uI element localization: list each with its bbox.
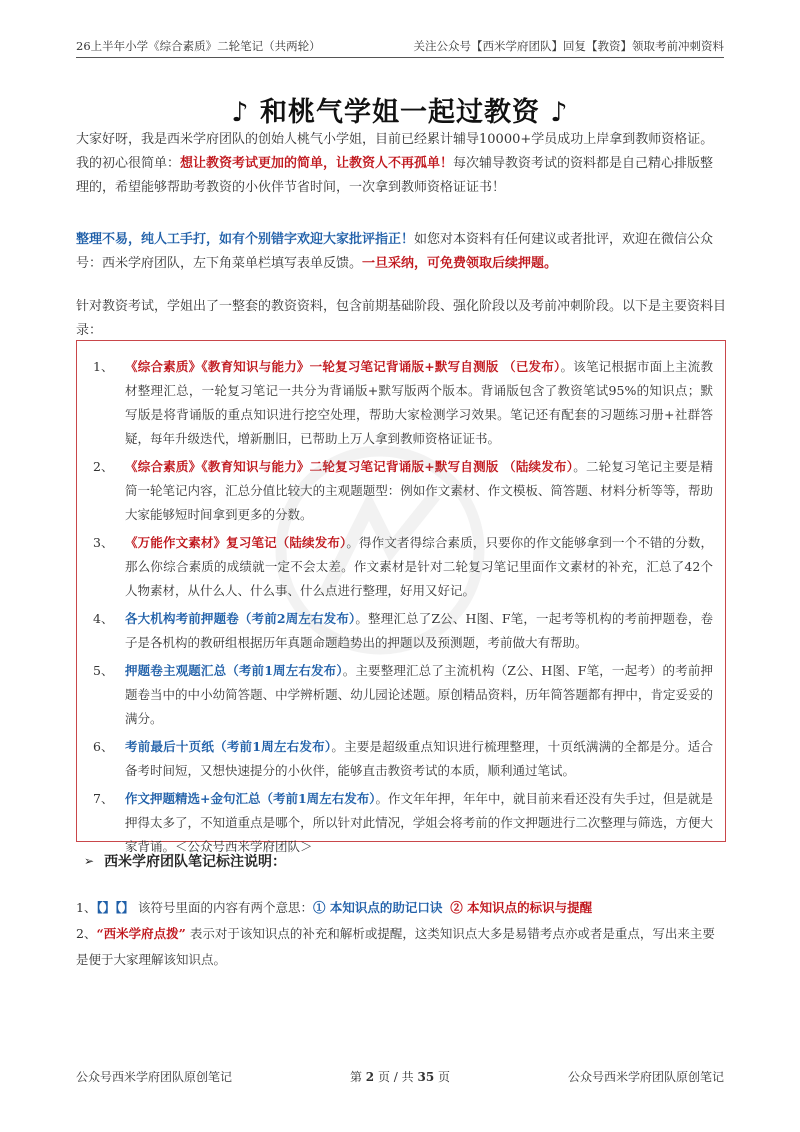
catalog-item-desc: 。二轮复习笔记主要是精简一轮笔记内容，汇总分值比较大的主观题题型：例如作文素材、作文模板、简答题、材料分析等等，帮助大家能够短时间拿到更多的分数。 bbox=[125, 459, 713, 522]
catalog-item bbox=[89, 355, 713, 451]
page-total: 35 bbox=[417, 1070, 435, 1084]
catalog-item-title: 作文押题精选+金句汇总（考前1周左右发布） bbox=[125, 791, 376, 806]
note-1 bbox=[76, 895, 726, 921]
catalog-item bbox=[89, 735, 713, 783]
catalog-item-text bbox=[125, 787, 713, 859]
catalog-item-text bbox=[125, 607, 713, 655]
catalog-item-title: 押题卷主观题汇总（考前1周左右发布） bbox=[125, 663, 343, 678]
header-left: 26上半年小学《综合素质》二轮笔记（共两轮） bbox=[76, 39, 321, 53]
catalog-item-desc: 。主要整理汇总了主流机构（Z公、H图、F笔，一起考）的考前押题卷当中的中小幼简答题、中学辨析题、幼儿园论述题。原创精品资料，历年简答题都有押中，肯定妥妥的满分。 bbox=[125, 663, 714, 726]
catalog-item-title: 《万能作文素材》复习笔记（陆续发布） bbox=[125, 535, 347, 550]
catalog-item-number: 5、 bbox=[93, 663, 114, 678]
footer-right: 公众号西米学府团队原创笔记 bbox=[567, 1070, 724, 1084]
catalog-item-text bbox=[125, 659, 713, 731]
page-mid: 页 / 共 bbox=[377, 1070, 414, 1084]
note-1-brackets: 【】【】 bbox=[96, 900, 134, 915]
note-1-option-2: ② 本知识点的标识与提醒 bbox=[450, 900, 593, 915]
section-heading-text: 西米学府团队笔记标注说明： bbox=[104, 854, 287, 870]
note-2-text: 表示对于该知识点的补充和解析或提醒，这类知识点大多是易错考点亦或者是重点，写出来主要是便于大家理解该知识点。 bbox=[76, 926, 715, 967]
note-1-option-1: ① 本知识点的助记口诀 bbox=[312, 900, 443, 915]
catalog-item-desc: 。整理汇总了Z公、H图、F笔，一起考等机构的考前押题卷，卷子是各机构的教研组根据历年真题命题趋势出的押题以及预测题，考前做大有帮助。 bbox=[125, 611, 714, 650]
catalog-item-number: 1、 bbox=[93, 359, 114, 374]
catalog-item-desc: 。作文年年押，年年中，就目前来看还没有失手过，但是就是押得太多了，不知道重点是哪个，所以针对此情况，学姐会将考前的作文押题进行二次整理与筛选，方便大家背诵。＜公众号西米学府团队＞ bbox=[125, 791, 713, 854]
catalog-item-number: 6、 bbox=[93, 739, 114, 754]
catalog-item-title: 考前最后十页纸（考前1周左右发布） bbox=[125, 739, 332, 754]
catalog-item-desc: 。主要是超级重点知识进行梳理整理，十页纸满满的全都是分。适合备考时间短，又想快速提分的小伙伴，能够直击教资考试的本质，顺利通过笔试。 bbox=[125, 739, 713, 778]
feedback-text: 如您对本资料有任何建议或者批评，欢迎在微信公众号：西米学府团队，左下角菜单栏填写表单反馈。 bbox=[76, 232, 714, 271]
catalog-item-title: 《综合素质》《教育知识与能力》二轮复习笔记背诵版+默写自测版 （陆续发布） bbox=[125, 459, 574, 474]
catalog-item bbox=[89, 607, 713, 655]
catalog-item-title: 《综合素质》《教育知识与能力》一轮复习笔记背诵版+默写自测版 （已发布） bbox=[125, 359, 561, 374]
catalog-box bbox=[76, 340, 726, 854]
intro-paragraph-3: 针对教资考试，学姐出了一整套的教资资料，包含前期基础阶段、强化阶段以及考前冲刺阶段。以下是主要资料目录： bbox=[76, 299, 727, 338]
intro-highlight: 想让教资考试更加的简单，让教资人不再孤单！ bbox=[180, 156, 454, 171]
catalog-list bbox=[89, 355, 713, 859]
catalog-item-number: 7、 bbox=[93, 791, 114, 806]
page-prefix: 第 bbox=[349, 1070, 362, 1084]
catalog-item-text bbox=[125, 531, 713, 603]
catalog-item-desc: 。该笔记根据市面上主流教材整理汇总，一轮复习笔记一共分为背诵版+默写版两个版本。背诵版包含了教资笔试95%的知识点；默写版是将背诵版的重点知识进行挖空处理，帮助大家检测学习效果。笔记还有配套的习题练习册+社群答疑，每年升级迭代，增新删旧，已帮助上万人拿到教师资格证证书。 bbox=[125, 359, 713, 446]
note-2-quote: “西米学府点拨” bbox=[96, 926, 186, 941]
catalog-item bbox=[89, 455, 713, 527]
footer-left: 公众号西米学府团队原创笔记 bbox=[76, 1070, 233, 1084]
catalog-item-number: 4、 bbox=[93, 611, 114, 626]
arrow-bullet-icon: ➢ bbox=[84, 854, 95, 868]
catalog-item-text bbox=[125, 355, 713, 451]
page-number bbox=[350, 1068, 450, 1085]
intro-text: 大家好呀，我是西米学府团队的创始人桃气小学姐，目前已经累计辅导10000+学员成功上岸拿到教师资格证。我的初心很简单： bbox=[76, 132, 714, 171]
catalog-item bbox=[89, 787, 713, 859]
page-suffix: 页 bbox=[438, 1070, 451, 1084]
note-1-text: 该符号里面的内容有两个意思： bbox=[137, 900, 313, 915]
catalog-item-text bbox=[125, 455, 713, 527]
section-heading bbox=[84, 851, 286, 871]
catalog-item-number: 3、 bbox=[93, 535, 114, 550]
intro-text-2: 每次辅导教资考试的资料都是自己精心排版整理的，希望能够帮助考教资的小伙伴节省时间，一次拿到教师资格证证书！ bbox=[76, 156, 714, 195]
intro-paragraph-2 bbox=[76, 228, 726, 276]
catalog-item-text bbox=[125, 735, 713, 783]
note-2-num: 2、 bbox=[76, 926, 97, 941]
catalog-item bbox=[89, 531, 713, 603]
catalog-item-desc: 。得作文者得综合素质，只要你的作文能够拿到一个不错的分数，那么你综合素质的成绩就一定不会太差。作文素材是针对二轮复习笔记里面作文素材的补充，汇总了42个人物素材，从什么人、什么事、什么点进行整理，好用又好记。 bbox=[125, 535, 713, 598]
note-2 bbox=[76, 921, 726, 973]
page-current: 2 bbox=[365, 1070, 375, 1084]
catalog-item bbox=[89, 659, 713, 731]
correction-note: 整理不易，纯人工手打，如有个别错字欢迎大家批评指正！ bbox=[76, 232, 415, 247]
page-footer bbox=[76, 1068, 724, 1085]
catalog-item-title: 各大机构考前押题卷（考前2周左右发布） bbox=[125, 611, 356, 626]
header-right: 关注公众号【西米学府团队】回复【教资】领取考前冲刺资料 bbox=[413, 39, 724, 53]
catalog-item-number: 2、 bbox=[93, 459, 114, 474]
page-header bbox=[76, 38, 724, 58]
page-title: ♪ 和桃气学姐一起过教资 ♪ bbox=[231, 97, 569, 128]
intro-paragraph-1 bbox=[76, 128, 726, 200]
reward-note: 一旦采纳，可免费领取后续押题。 bbox=[362, 256, 558, 271]
note-1-num: 1、 bbox=[76, 900, 97, 915]
